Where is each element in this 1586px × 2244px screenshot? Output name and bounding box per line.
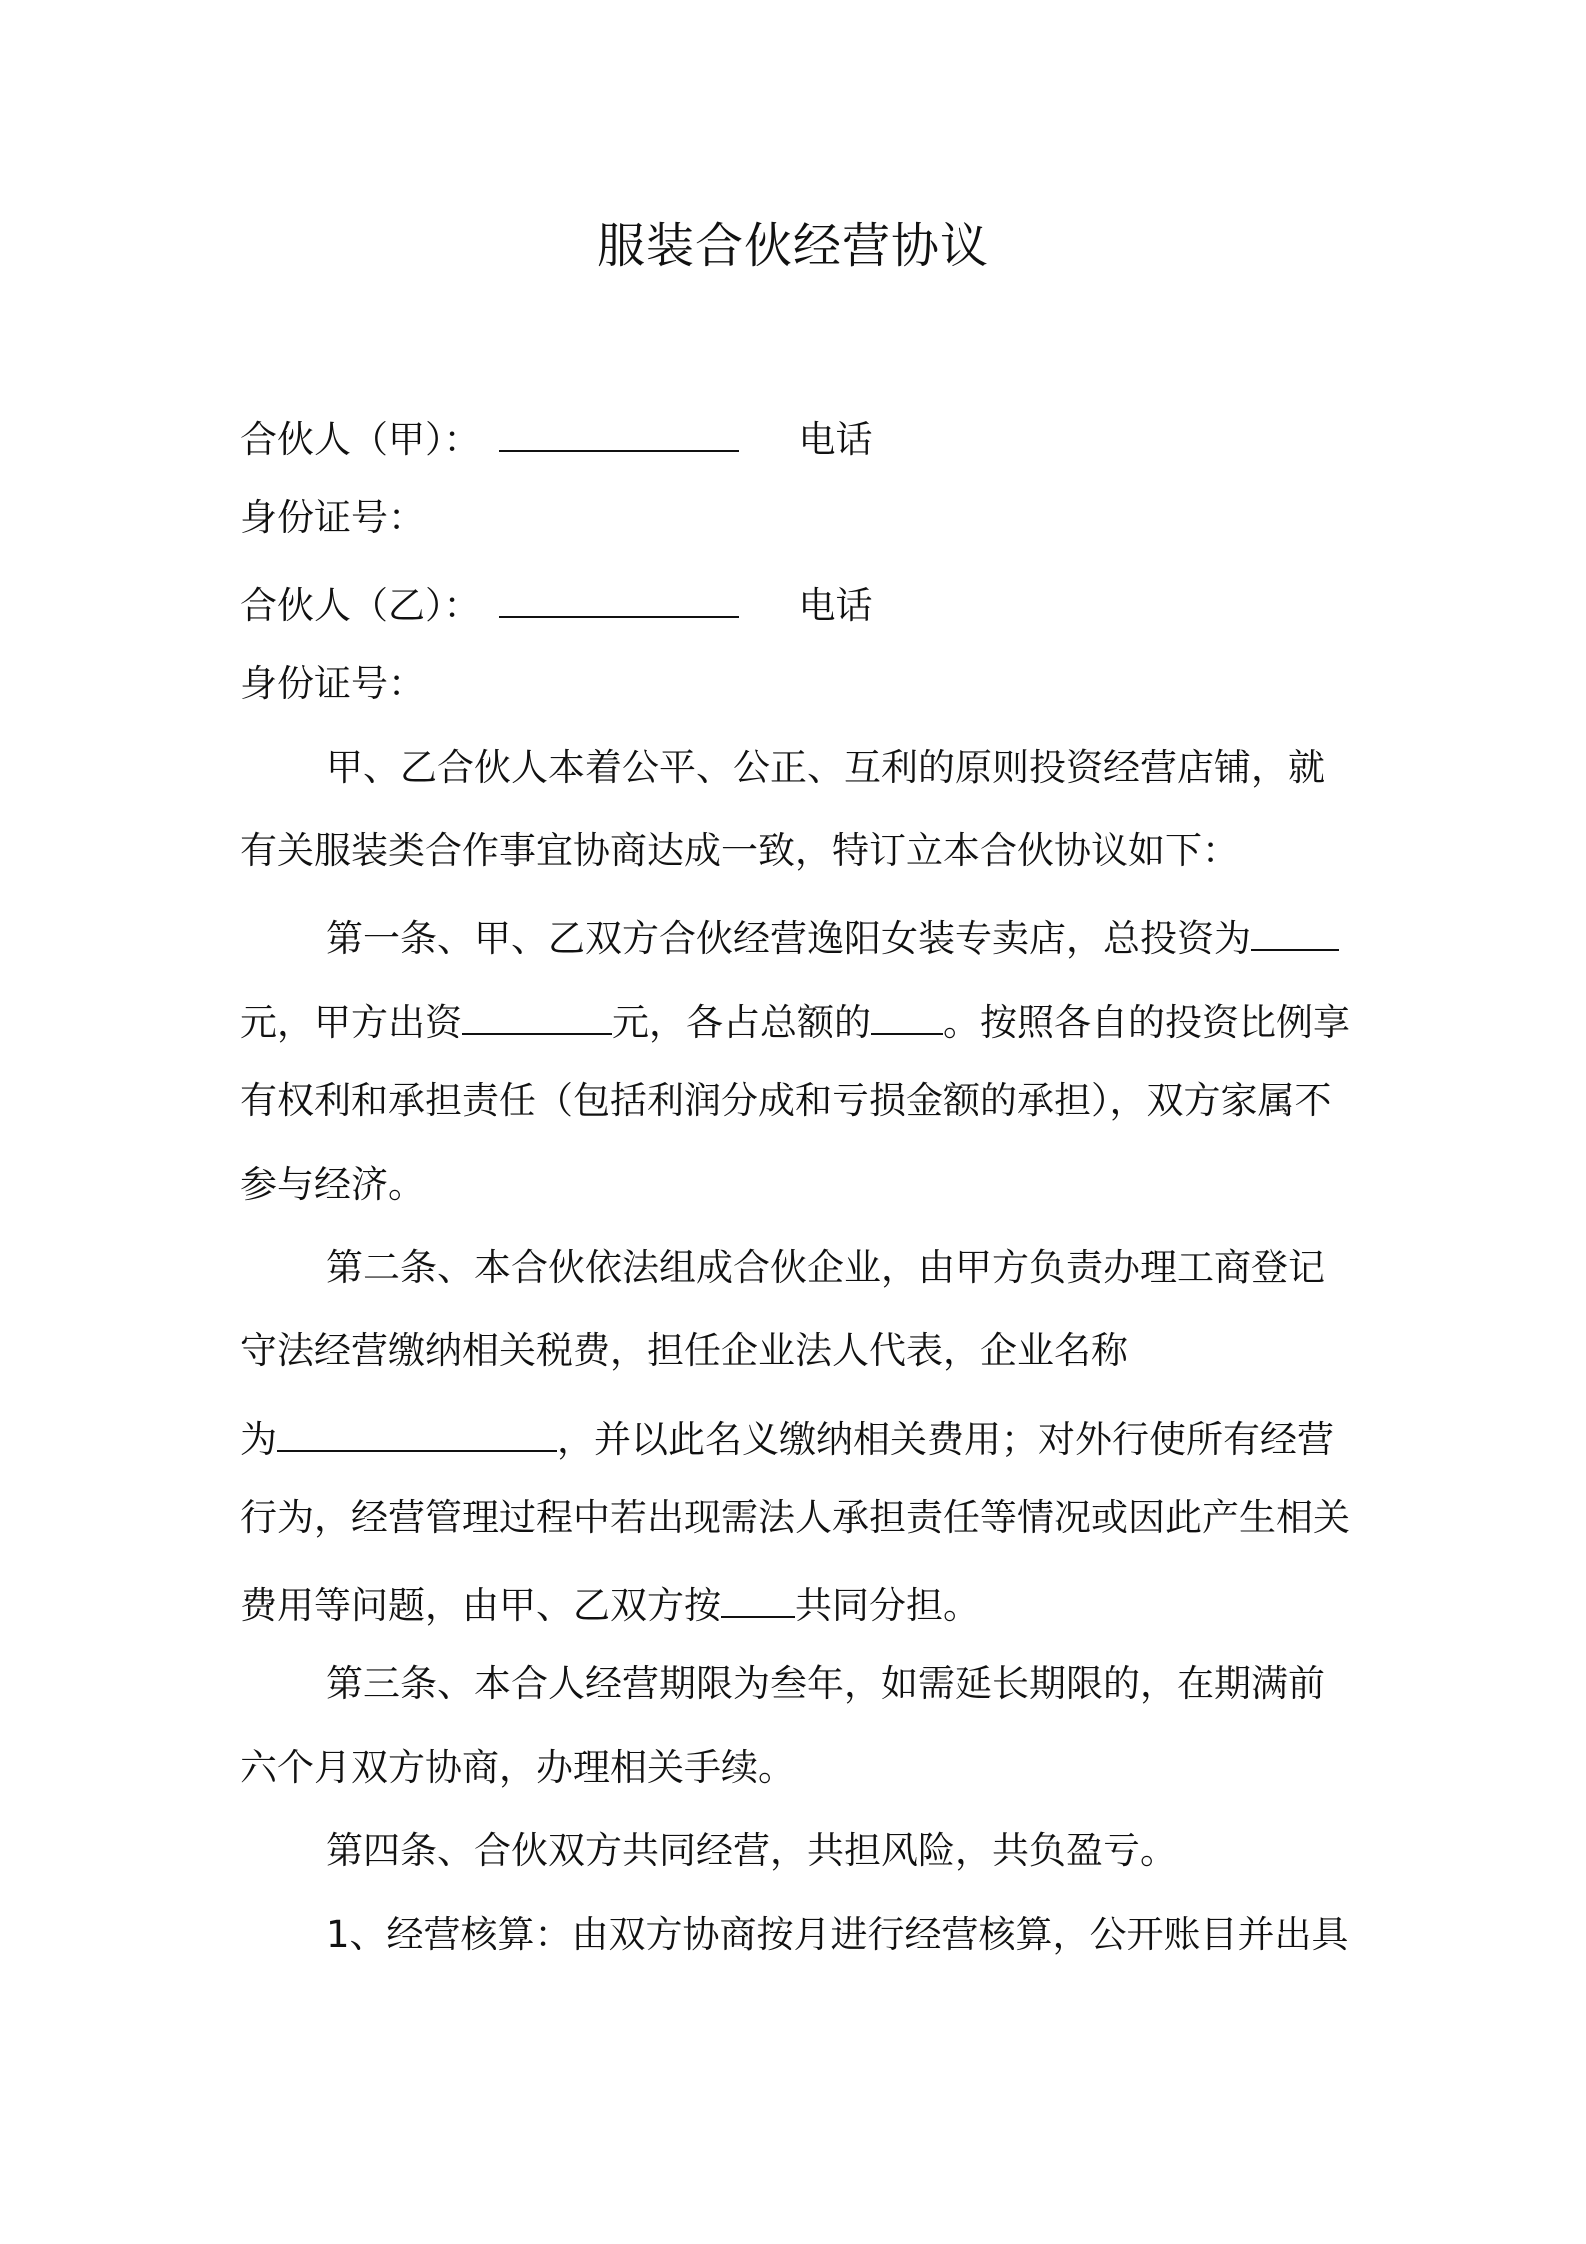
article-1-line-3: 有权利和承担责任（包括利润分成和亏损金额的承担），双方家属不 — [240, 1079, 1332, 1122]
article-1-text-2b: 元，各占总额的 — [612, 1001, 871, 1044]
article-2-line-3 — [240, 1410, 1334, 1465]
article-2-text-3a: 为 — [240, 1418, 277, 1461]
article-2-text-5b: 共同分担。 — [795, 1584, 980, 1627]
article-2-line-5 — [240, 1576, 980, 1631]
clause-1-line-1: 1、经营核算：由双方协商按月进行经营核算，公开账目并出具 — [326, 1913, 1349, 1956]
party-a-row — [240, 410, 873, 465]
article-1-text-1: 第一条、甲、乙双方合伙经营逸阳女装专卖店，总投资为 — [326, 917, 1251, 960]
article-2-line-1: 第二条、本合伙依法组成合伙企业，由甲方负责办理工商登记 — [326, 1246, 1325, 1289]
article-1-line-2 — [240, 993, 1350, 1048]
party-a-phone-label: 电话 — [798, 418, 873, 461]
article-1-line-1 — [326, 909, 1339, 964]
document-title: 服装合伙经营协议 — [596, 218, 989, 274]
party-b-row — [240, 576, 873, 631]
article-2-text-5a: 费用等问题，由甲、乙双方按 — [240, 1584, 721, 1627]
article-3-line-1: 第三条、本合人经营期限为叁年，如需延长期限的，在期满前 — [326, 1662, 1325, 1705]
party-b-label: 合伙人（乙）： — [240, 584, 481, 627]
company-name-blank[interactable] — [277, 1410, 557, 1452]
article-1-text-2a: 元，甲方出资 — [240, 1001, 462, 1044]
article-2-text-3b: ，并以此名义缴纳相关费用；对外行使所有经营 — [557, 1418, 1334, 1461]
article-1-line-4: 参与经济。 — [240, 1163, 425, 1206]
intro-line-2: 有关服装类合作事宜协商达成一致，特订立本合伙协议如下： — [240, 829, 1239, 872]
share-percentage-blank[interactable] — [871, 993, 943, 1035]
article-2-line-4: 行为，经营管理过程中若出现需法人承担责任等情况或因此产生相关 — [240, 1496, 1350, 1539]
cost-share-ratio-blank[interactable] — [721, 1576, 795, 1618]
party-b-name-blank[interactable] — [499, 576, 739, 618]
total-investment-blank[interactable] — [1251, 909, 1339, 951]
party-a-label: 合伙人（甲）： — [240, 418, 481, 461]
party-a-id-label: 身份证号： — [240, 496, 425, 539]
article-3-line-2: 六个月双方协商，办理相关手续。 — [240, 1746, 795, 1789]
party-b-id-label: 身份证号： — [240, 662, 425, 705]
article-1-text-2c: 。按照各自的投资比例享 — [943, 1001, 1350, 1044]
party-b-id-row — [240, 659, 425, 709]
party-b-phone-label: 电话 — [798, 584, 873, 627]
party-a-id-row — [240, 493, 425, 543]
article-2-line-2: 守法经营缴纳相关税费，担任企业法人代表，企业名称 — [240, 1329, 1128, 1372]
article-4-line-1: 第四条、合伙双方共同经营，共担风险，共负盈亏。 — [326, 1829, 1177, 1872]
intro-line-1: 甲、乙合伙人本着公平、公正、互利的原则投资经营店铺，就 — [326, 746, 1325, 789]
party-a-contribution-blank[interactable] — [462, 993, 612, 1035]
party-a-name-blank[interactable] — [499, 410, 739, 452]
